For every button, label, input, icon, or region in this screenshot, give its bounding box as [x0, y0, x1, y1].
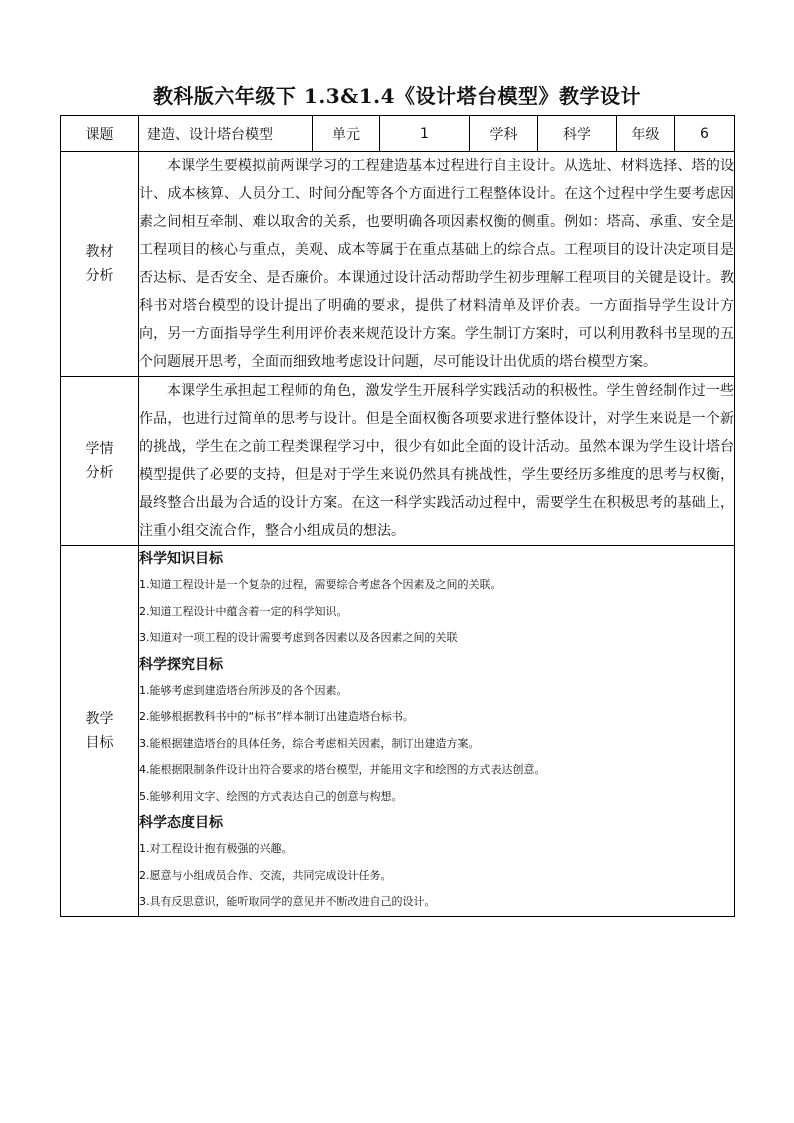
knowledge-goals-title: 科学知识目标 [139, 551, 223, 567]
subject-value: 科学 [538, 116, 617, 152]
unit-label: 单元 [313, 116, 380, 152]
learner-label: 学情 分析 [61, 377, 139, 546]
knowledge-goal: 1.知道工程设计是一个复杂的过程，需要综合考虑各个因素及之间的关联。 [139, 578, 502, 591]
header-row [61, 116, 735, 152]
attitude-goals-title: 科学态度目标 [139, 815, 223, 831]
inquiry-goals-title: 科学探究目标 [139, 656, 223, 673]
grade-value: 6 [675, 116, 735, 152]
material-analysis-text: 本课学生要模拟前两课学习的工程建造基本过程进行自主设计。从选址、材料选择、塔的设计、成本核算、人员分工、时间分配等各个方面进行工程整体设计。在这个过程中学生要考虑因素之间相互牵制、难以取舍的关系，也要明确各项因素权衡的侧重。例如：塔高、承重、安全是工程项目的核心与重点，美观、成本等属于在重点基础上的综合点。工程项目的设计决定项目是否达标、是否安全、是否廉价。本课通过设计活动帮助学生初步理解工程项目的关键是设计。教科书对塔台模型的设计提出了明确的要求，提供了材料清单及评价表。一方面指导学生设计方向，另一方面指导学生利用评价表来规范设计方案。学生制订方案时，可以利用教科书呈现的五个问题展开思考，全面而细致地考虑设计问题，尽可能设计出优质的塔台模型方案。 [139, 152, 735, 377]
material-label: 教材 分析 [61, 152, 139, 377]
lesson-label: 课题 [61, 116, 139, 152]
unit-value: 1 [380, 116, 470, 152]
subject-label: 学科 [470, 116, 538, 152]
attitude-goal: 3.具有反思意识，能听取同学的意见并不断改进自己的设计。 [139, 895, 436, 908]
lesson-plan-table [60, 115, 735, 917]
knowledge-goal: 2.知道工程设计中蕴含着一定的科学知识。 [139, 604, 348, 618]
inquiry-goal: 1.能够考虑到建造塔台所涉及的各个因素。 [139, 683, 348, 697]
goals-row [61, 546, 735, 917]
lesson-value: 建造、设计塔台模型 [139, 116, 313, 152]
grade-label: 年级 [617, 116, 675, 152]
inquiry-goal: 2.能够根据教科书中的“标书”样本制订出建造塔台标书。 [139, 710, 414, 723]
knowledge-goal: 3.知道对一项工程的设计需要考虑到各因素以及各因素之间的关联 [139, 631, 458, 644]
inquiry-goal: 5.能够利用文字、绘图的方式表达自己的创意与构想。 [139, 789, 403, 803]
page-title: 教科版六年级下 1.3&1.4《设计塔台模型》教学设计 [152, 84, 642, 108]
learner-analysis-text: 本课学生承担起工程师的角色，激发学生开展科学实践活动的积极性。学生曾经制作过一些作品，也进行过简单的思考与设计。但是全面权衡各项要求进行整体设计，对学生来说是一个新的挑战，学生在之前工程类课程学习中，很少有如此全面的设计活动。虽然本课为学生设计塔台模型提供了必要的支持，但是对于学生来说仍然具有挑战性，学生要经历多维度的思考与权衡，最终整合出最为合适的设计方案。在这一科学实践活动过程中，需要学生在积极思考的基础上，注重小组交流合作，整合小组成员的想法。 [139, 377, 735, 546]
attitude-goal: 2.愿意与小组成员合作、交流，共同完成设计任务。 [139, 868, 392, 882]
goals-label: 教学 目标 [61, 546, 139, 917]
material-row [61, 152, 735, 377]
attitude-goal: 1.对工程设计抱有极强的兴趣。 [139, 842, 293, 855]
teaching-goals [139, 546, 735, 917]
learner-row [61, 377, 735, 546]
inquiry-goal: 3.能根据建造塔台的具体任务，综合考虑相关因素，制订出建造方案。 [139, 736, 480, 750]
inquiry-goal: 4.能根据限制条件设计出符合要求的塔台模型，并能用文字和绘图的方式表达创意。 [139, 763, 546, 776]
